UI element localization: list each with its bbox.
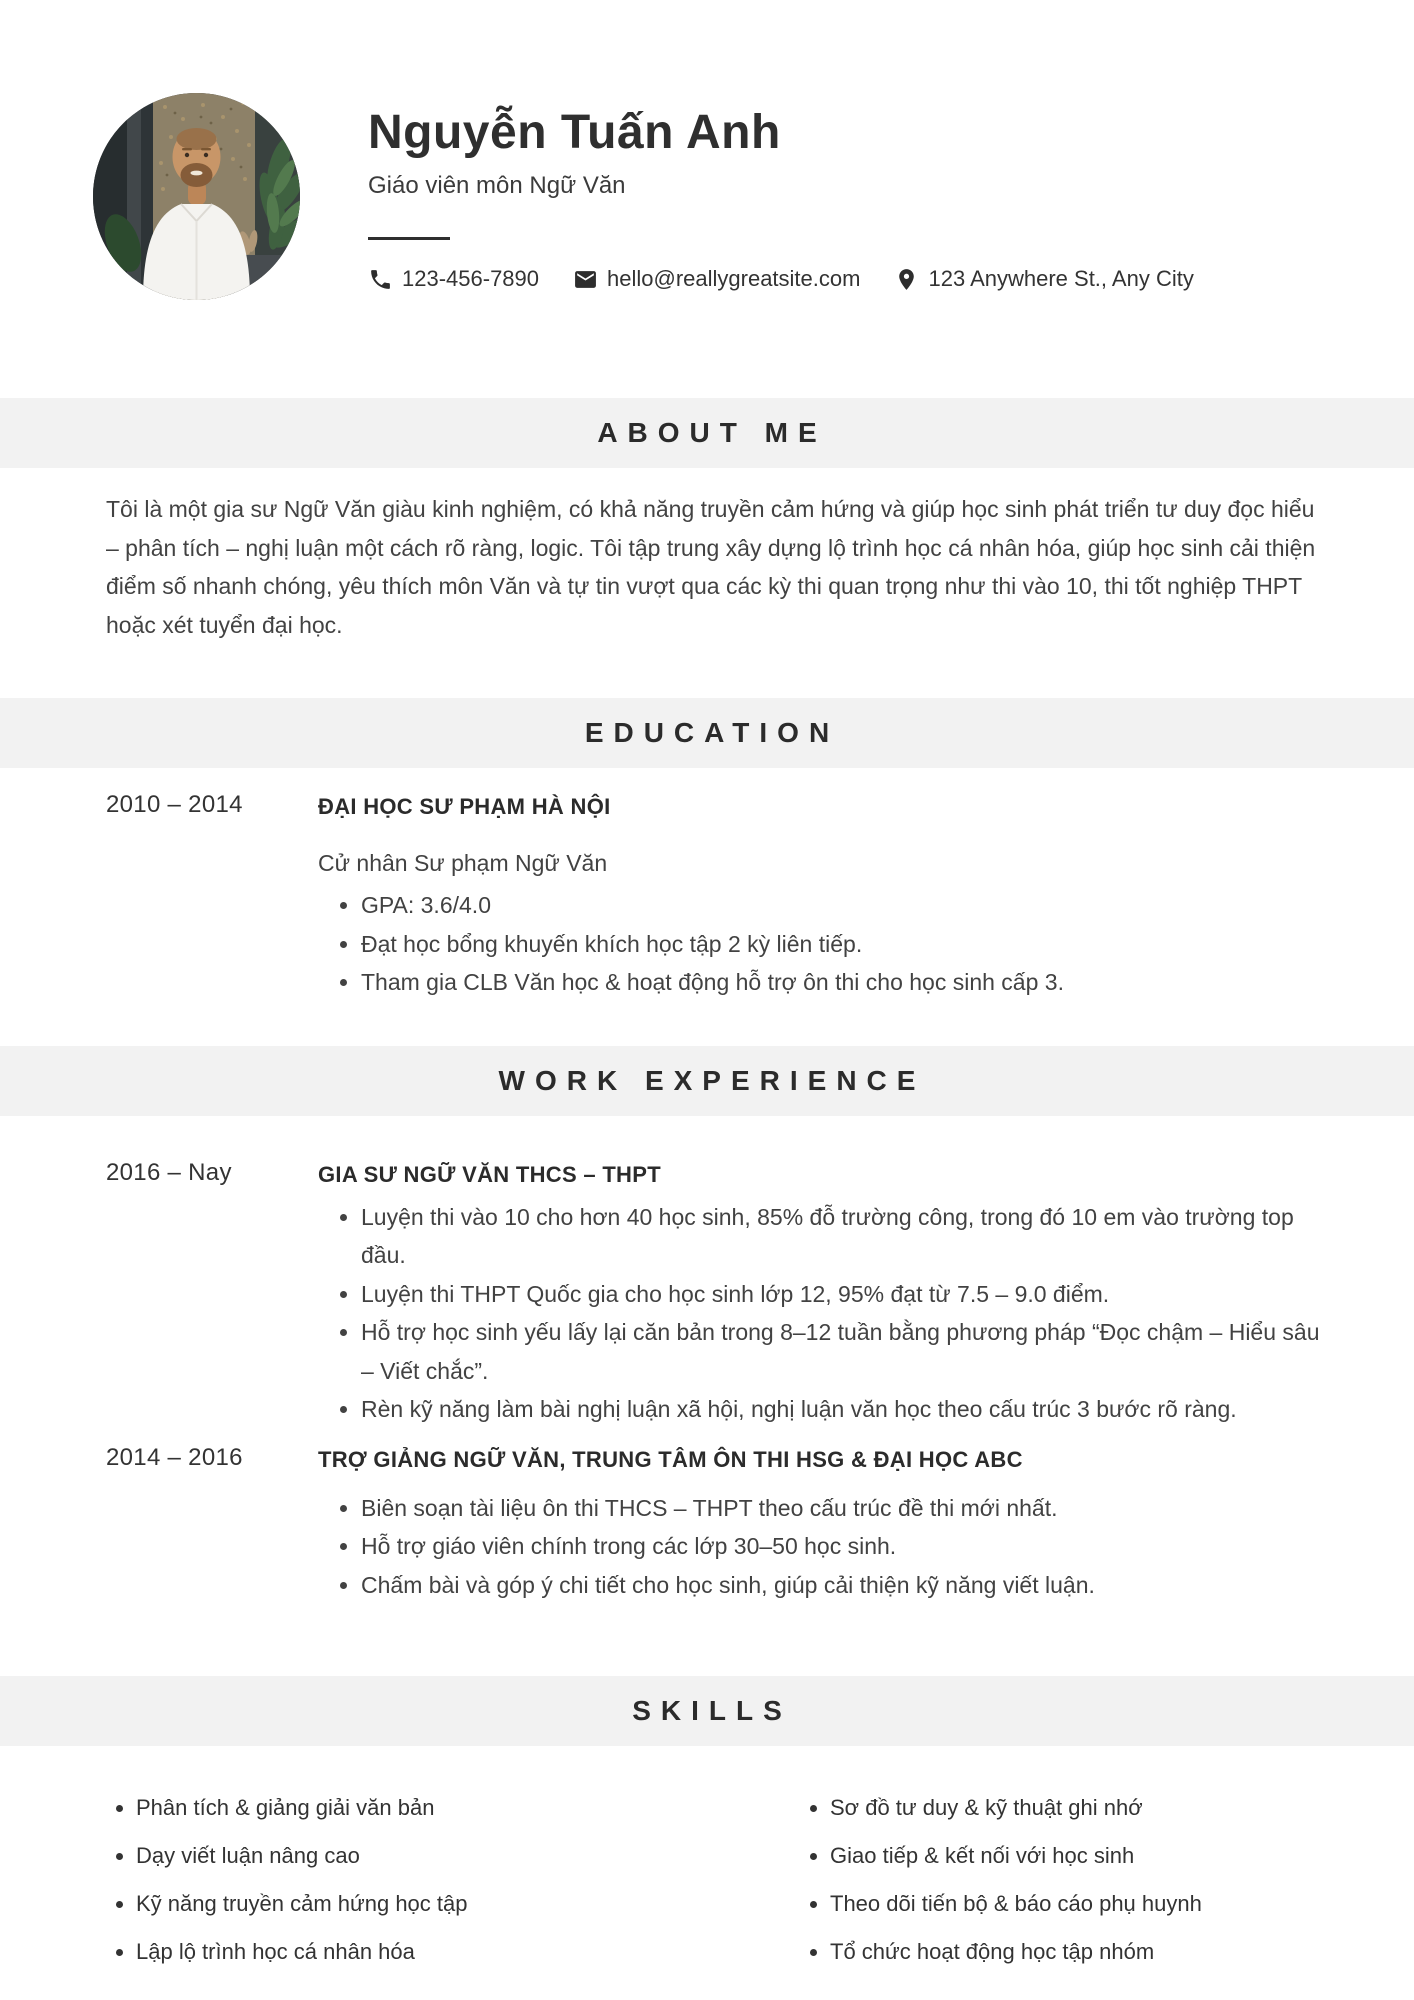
work-entry-body [318,1158,1330,1429]
education-entry [106,790,1330,1002]
list-item: • Lập lộ trình học cá nhân hóa [136,1940,707,1963]
person-name: Nguyễn Tuấn Anh [368,106,781,159]
education-school: ĐẠI HỌC SƯ PHẠM HÀ NỘI [318,794,611,819]
work-dates: 2016 – Nay [106,1158,232,1186]
about-section-band [0,398,1414,468]
list-item: • Tổ chức hoạt động học tập nhóm [830,1940,1414,1963]
about-text: Tôi là một gia sư Ngữ Văn giàu kinh nghiệm, có khả năng truyền cảm hứng và giúp học sinh phát triển tư duy đọc hiểu – phân tích – nghị luận một cách rõ ràng, logic. Tôi tập trung xây dựng lộ trình học cá nhân hóa, giúp học sinh cải thiện điểm số nhanh chóng, yêu thích môn Văn và tự tin vượt qua các kỳ thi quan trọng như thi vào 10, thi tốt nghiệp THPT hoặc xét tuyển đại học. [106,496,1316,638]
list-item: • Đạt học bổng khuyến khích học tập 2 kỳ liên tiếp. [361,925,1330,964]
list-item: • GPA: 3.6/4.0 [361,886,1330,925]
header-divider [368,237,450,240]
skills-list-left [106,1796,707,1963]
list-item: • Luyện thi THPT Quốc gia cho học sinh lớp 12, 95% đạt từ 7.5 – 9.0 điểm. [361,1275,1330,1314]
work-role: TRỢ GIẢNG NGỮ VĂN, TRUNG TÂM ÔN THI HSG & ĐẠI HỌC ABC [318,1446,1023,1472]
education-bullet-list [318,886,1330,1002]
skills-section-band [0,1676,1414,1746]
location-pin-icon [894,267,919,292]
phone-number: 123-456-7890 [402,266,540,291]
list-item: • Theo dõi tiến bộ & báo cáo phụ huynh [830,1892,1414,1915]
work-bullet-list [318,1489,1330,1605]
header [0,0,1414,300]
person-job-title: Giáo viên môn Ngữ Văn [368,172,626,199]
skills-list-right [800,1796,1414,1963]
work-entry-body [318,1443,1330,1605]
list-item: • Biên soạn tài liệu ôn thi THCS – THPT theo cấu trúc đề thi mới nhất. [361,1489,1330,1528]
work-section-band [0,1046,1414,1116]
email-icon [573,267,598,292]
list-item: • Sơ đồ tư duy & kỹ thuật ghi nhớ [830,1796,1414,1819]
phone-icon [368,267,393,292]
work-heading: WORK EXPERIENCE [498,1064,926,1096]
skills-heading: SKILLS [632,1695,792,1726]
about-heading: ABOUT ME [597,417,827,448]
work-dates: 2014 – 2016 [106,1443,243,1471]
list-item: • Hỗ trợ giáo viên chính trong các lớp 30–50 học sinh. [361,1527,1330,1566]
email-address: hello@reallygreatsite.com [607,266,861,291]
work-role: GIA SƯ NGỮ VĂN THCS – THPT [318,1161,661,1187]
work-bullet-list [318,1198,1330,1429]
education-section-band [0,698,1414,768]
contact-address [894,266,1193,292]
list-item: • Giao tiếp & kết nối với học sinh [830,1844,1414,1867]
header-info [368,93,1194,300]
contact-email [573,266,860,292]
education-degree: Cử nhân Sư phạm Ngữ Văn [318,850,608,876]
list-item: • Chấm bài và góp ý chi tiết cho học sinh, giúp cải thiện kỹ năng viết luận. [361,1566,1330,1605]
profile-photo [93,93,300,300]
contact-phone [368,266,539,292]
education-dates: 2010 – 2014 [106,791,243,818]
skills-grid [0,1796,1414,1988]
contact-row [368,266,1194,292]
skills-column-right [707,1796,1414,1988]
work-entry [106,1158,1330,1429]
education-entry-body [318,790,1330,1002]
street-address: 123 Anywhere St., Any City [928,266,1194,291]
list-item: • Kỹ năng truyền cảm hứng học tập [136,1892,707,1915]
list-item: • Luyện thi vào 10 cho hơn 40 học sinh, 85% đỗ trường công, trong đó 10 em vào trường top đầu. [361,1198,1330,1275]
list-item: • Dạy viết luận nâng cao [136,1844,707,1867]
list-item: • Rèn kỹ năng làm bài nghị luận xã hội, nghị luận văn học theo cấu trúc 3 bước rõ ràng. [361,1390,1330,1429]
profile-photo-illustration [93,93,300,300]
work-entry [106,1443,1330,1605]
list-item: • Hỗ trợ học sinh yếu lấy lại căn bản trong 8–12 tuần bằng phương pháp “Đọc chậm – Hiểu sâu – Viết chắc”. [361,1313,1330,1390]
list-item: • Tham gia CLB Văn học & hoạt động hỗ trợ ôn thi cho học sinh cấp 3. [361,963,1330,1002]
skills-column-left [0,1796,707,1988]
education-heading: EDUCATION [584,717,840,748]
list-item: • Phân tích & giảng giải văn bản [136,1796,707,1819]
